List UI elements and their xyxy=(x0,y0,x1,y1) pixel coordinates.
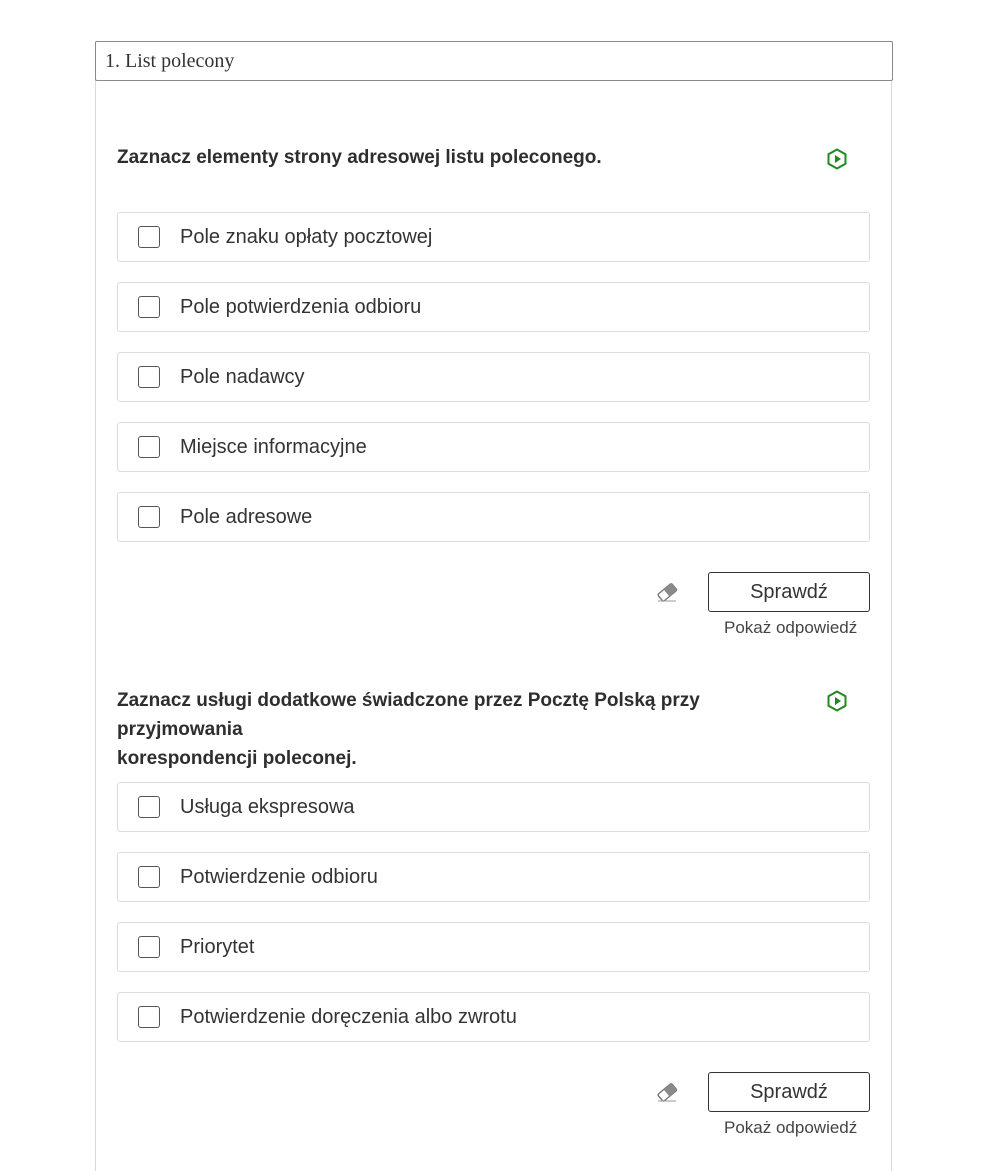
checkbox[interactable] xyxy=(138,866,160,888)
checkbox[interactable] xyxy=(138,936,160,958)
option-1-1[interactable] xyxy=(117,212,870,262)
question-2-line-2: korespondencji poleconej. xyxy=(117,748,357,769)
hexagon-play-icon xyxy=(826,690,848,712)
option-2-1[interactable] xyxy=(117,782,870,832)
option-2-2[interactable] xyxy=(117,852,870,902)
show-answer-link-1[interactable]: Pokaż odpowiedź xyxy=(724,618,858,637)
question-2 xyxy=(117,686,829,773)
option-1-5[interactable] xyxy=(117,492,870,542)
checkbox[interactable] xyxy=(138,366,160,388)
checkbox[interactable] xyxy=(138,1006,160,1028)
eraser-icon[interactable] xyxy=(655,1080,679,1104)
option-label: Miejsce informacyjne xyxy=(180,436,367,458)
option-1-3[interactable] xyxy=(117,352,870,402)
option-label: Priorytet xyxy=(180,936,255,958)
checkbox[interactable] xyxy=(138,506,160,528)
option-1-2[interactable] xyxy=(117,282,870,332)
section-title: 1. List polecony xyxy=(95,41,893,81)
checkbox[interactable] xyxy=(138,226,160,248)
option-2-4[interactable] xyxy=(117,992,870,1042)
check-button-2[interactable]: Sprawdź xyxy=(708,1072,870,1112)
question-1: Zaznacz elementy strony adresowej listu poleconego. xyxy=(117,147,602,168)
question-2-line-1: Zaznacz usługi dodatkowe świadczone przez Pocztę Polską przy przyjmowania xyxy=(117,690,700,740)
option-label: Pole nadawcy xyxy=(180,366,305,388)
option-1-4[interactable] xyxy=(117,422,870,472)
option-label: Potwierdzenie doręczenia albo zwrotu xyxy=(180,1006,517,1028)
eraser-icon[interactable] xyxy=(655,580,679,604)
option-2-3[interactable] xyxy=(117,922,870,972)
option-label: Pole znaku opłaty pocztowej xyxy=(180,226,433,248)
option-label: Pole adresowe xyxy=(180,506,313,528)
hexagon-play-icon xyxy=(826,148,848,170)
checkbox[interactable] xyxy=(138,796,160,818)
option-label: Pole potwierdzenia odbioru xyxy=(180,296,422,318)
show-answer-link-2[interactable]: Pokaż odpowiedź xyxy=(724,1118,858,1137)
checkbox[interactable] xyxy=(138,436,160,458)
option-label: Potwierdzenie odbioru xyxy=(180,866,378,888)
option-label: Usługa ekspresowa xyxy=(180,796,355,818)
checkbox[interactable] xyxy=(138,296,160,318)
check-button-1[interactable]: Sprawdź xyxy=(708,572,870,612)
